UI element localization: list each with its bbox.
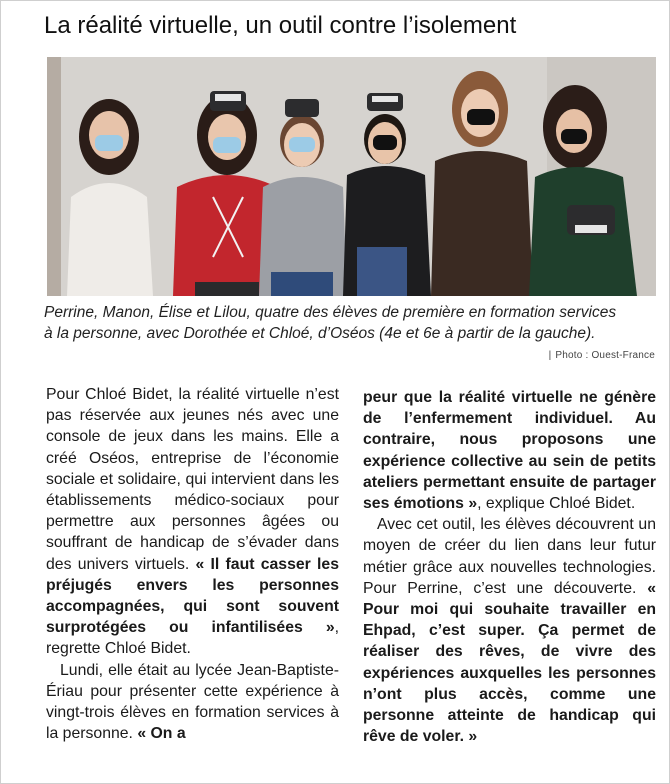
quote-prejudices: « Il faut casser les préjugés envers les personnes accompagnées, qui sont souvent surprotégées ou infantilisées »: [46, 555, 339, 637]
paragraph-2-text: Lundi, elle était au lycée Jean-Baptiste-Ériau pour présenter cette expérience à vingt-trois élèves en formation services à la personne.: [46, 661, 339, 743]
quote-enfermement: peur que la réalité virtuelle ne génère de l’enfermement individuel. Au contraire, nous proposons une expérience collective au sein de petits ateliers permettant ensuite de partager ses émotions »: [363, 389, 656, 513]
article-title: La réalité virtuelle, un outil contre l’isolement: [44, 12, 517, 39]
paragraph-4: [363, 514, 656, 747]
quote-start: « On a: [137, 725, 186, 743]
paragraph-4-text: Avec cet outil, les élèves découvrent un moyen de créer du lien dans leur futur métier grâce aux nouvelles technologies. Pour Perrine, c’est une découverte.: [363, 516, 656, 597]
photo-illustration: [47, 57, 656, 296]
credit-label: Photo : Ouest-France: [555, 350, 655, 361]
article-photo: [47, 57, 656, 296]
quote-perrine: « Pour moi qui souhaite travailler en Ehpad, c’est super. Ça permet de réaliser des rêves, de vivre des expériences auxquelles les personnes n’ont plus accès, comme une personne atteinte de handicap qui rêve de voler. »: [363, 579, 656, 746]
photo-caption: Perrine, Manon, Élise et Lilou, quatre des élèves de première en formation services à la personne, avec Dorothée et Chloé, d’Oséos (4e et 6e à partir de la gauche).: [44, 304, 617, 342]
paragraph-2: [46, 660, 339, 745]
paragraph-3-attribution: , explique Chloé Bidet.: [477, 495, 636, 513]
paragraph-1: [46, 384, 339, 660]
photo-credit: [549, 350, 655, 361]
paragraph-1-text: Pour Chloé Bidet, la réalité virtuelle n’est pas réservée aux jeunes nés avec une console de jeux dans les mains. Elle a créé Oséos, entreprise de l’économie sociale et solidaire, qui intervient dans les établissements médico-sociaux pour permettre aux personnes âgées ou souffrant de handicap de s’évader dans des univers virtuels.: [46, 386, 339, 573]
article-column-right: [363, 387, 656, 747]
article-column-left: [46, 384, 339, 744]
paragraph-1-attribution: , regrette Chloé Bidet.: [46, 619, 339, 658]
credit-separator: |: [548, 350, 552, 361]
paragraph-3: [363, 387, 656, 514]
